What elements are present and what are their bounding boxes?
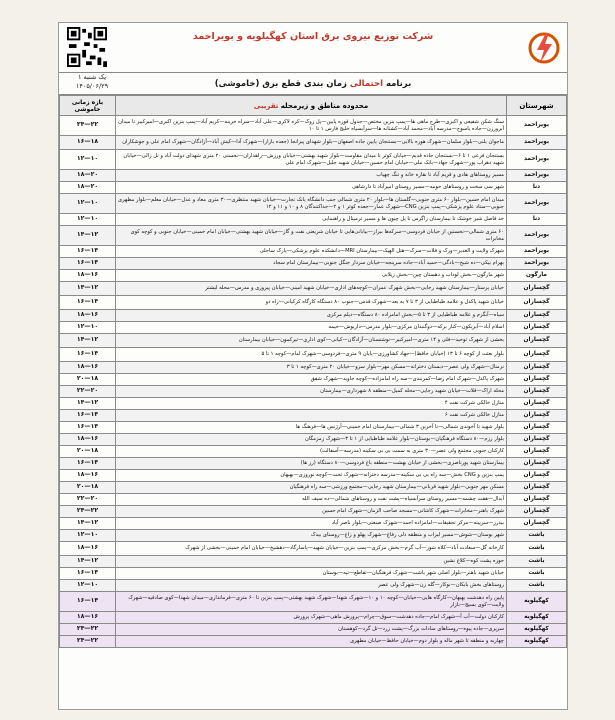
table-row <box>60 446 567 458</box>
table-row <box>60 592 567 612</box>
time-cell: ۱۴—۱۲ <box>60 398 116 410</box>
area-cell: بخشی از شهرک توحید—فلی و ۱۴ متری—امیرکبیر—نوشتستان—آزادگان—کیانی—کوی اداری—تیرکمون—خیابان بیمارستان <box>116 334 507 348</box>
time-cell: ۱۸—۲۰ <box>60 170 116 182</box>
time-cell: ۱۸—۱۶ <box>60 362 116 374</box>
document-header <box>59 23 567 73</box>
city-cell: گچساران <box>507 322 567 334</box>
table-row <box>60 334 567 348</box>
time-cell: ۲۲—۲۰ <box>60 494 116 506</box>
time-cell: ۱۲—۱۰ <box>60 530 116 542</box>
date-box <box>65 73 119 91</box>
time-cell: ۱۶—۱۴ <box>60 458 116 470</box>
area-cell: سنگ شکن شفیعی و اکبری—طرح ماهی ها—پمپ بنزین مختص—جدول قوره پایین—پل زوک—کره لاکری—علی آباد—سراه خرینه—کریم آباد—پمپ بنزین اکبری—امیرکبیر تا میدان آبرورزن—جاده یاسوج—مدرسه آباد—محمد آباد—کشتانه ها—سرآبسیاه خلیج فارس ۱ تا ۱۰ <box>116 116 507 136</box>
city-cell: گچساران <box>507 434 567 446</box>
city-cell: گچساران <box>507 458 567 470</box>
weekday-label: یک شنبه ۱ <box>77 73 107 81</box>
area-cell: ۶۰ متری شمالی—نخستین از خیابان فردوسی—سرکه‌ها بیراز—بیابانی‌هایی تا خیابان شریعتی نفت و گاز—خیابان شهید بهشتی—خیابان امام خمینی—خیابان جنوبی و کوچه کوی مخابرات <box>116 226 507 246</box>
area-cell: مسیر روستاهای هادی و قریم آباد تا نقاره خانه و تنگ چهیاب <box>116 170 507 182</box>
table-row <box>60 270 567 282</box>
header-area-highlight: تقریبی <box>253 101 279 110</box>
title-highlight: احتمالی <box>349 79 384 89</box>
city-cell: گچساران <box>507 446 567 458</box>
city-cell: بویراحمد <box>507 170 567 182</box>
table-row <box>60 214 567 226</box>
time-cell: ۱۲—۱۰ <box>60 214 116 226</box>
area-cell: منازل خالکی شرکت نفت ۴ <box>116 398 507 410</box>
title-post: زمان بندی قطع برق (خاموشی) <box>214 79 350 89</box>
time-cell: ۱۶—۱۴ <box>60 410 116 422</box>
city-cell: گچساران <box>507 386 567 398</box>
city-cell: باشت <box>507 580 567 592</box>
city-cell: گچساران <box>507 334 567 348</box>
time-cell: ۲۴—۲۲ <box>60 624 116 636</box>
time-cell: ۲۰—۱۸ <box>60 446 116 458</box>
table-row <box>60 542 567 556</box>
city-cell: گچساران <box>507 410 567 422</box>
table-row <box>60 556 567 568</box>
time-cell: ۱۲—۱۰ <box>60 194 116 214</box>
time-cell: ۱۸—۲۰ <box>60 182 116 194</box>
qr-code-icon <box>67 27 107 67</box>
table-row <box>60 530 567 542</box>
area-cell: کارکنان دولت—آب آ—شهرک امام—جاده دهدشت—سوق—چرام—پرورش ماهی—شهرک پرورش <box>116 612 507 624</box>
time-cell: ۱۸—۱۶ <box>60 542 116 556</box>
city-cell: گچساران <box>507 470 567 482</box>
city-cell: گچساران <box>507 398 567 410</box>
area-cell: شهرک ولایت و الغدیر—ورک و فلات—سرک—هتل الهیک—بیمارستان MRI—دانشکده علوم پزشکی—پارک ساحلی <box>116 246 507 258</box>
area-cell: خیابان شهید پاکدل و علامه طباطبایی از ۳ تا ۷ به بعد—شهرک قدس—جنوب ۸۰ دستگاه کارگاه کرکیانی—راه دو <box>116 296 507 310</box>
time-cell: ۱۶—۱۴ <box>60 422 116 434</box>
city-cell: باشت <box>507 530 567 542</box>
time-cell: ۱۶—۱۴ <box>60 592 116 612</box>
city-cell: دنا <box>507 214 567 226</box>
city-cell: کهگیلویه <box>507 624 567 636</box>
area-cell: محله اراک—قلات—خیابان شهید رجایی—محله کمیل—منطقه ۸ شهرداری—بیمارستان <box>116 386 507 398</box>
time-cell: ۱۴—۱۲ <box>60 518 116 530</box>
time-cell: ۱۸—۱۶ <box>60 310 116 322</box>
table-row <box>60 398 567 410</box>
table-row <box>60 116 567 136</box>
time-cell: ۱۴—۱۲ <box>60 282 116 296</box>
table-row <box>60 470 567 482</box>
table-row <box>60 362 567 374</box>
time-cell: ۱۶—۱۴ <box>60 348 116 362</box>
city-cell: گچساران <box>507 310 567 322</box>
area-cell: روستاهای بخش بابکان—نوکار—گله زن—شهرک ولی عصر <box>116 580 507 592</box>
time-cell: ۱۴—۱۲ <box>60 226 116 246</box>
time-cell: ۲۴—۲۲ <box>60 116 116 136</box>
time-cell: ۱۸—۱۶ <box>60 612 116 624</box>
table-row <box>60 374 567 386</box>
area-cell: سرپری—جاده پیوه—روستاهای سادات بزرگ—پشت زرد—تل گرد—کوهستان <box>116 624 507 636</box>
time-cell: ۱۸—۱۶ <box>60 434 116 446</box>
company-name: شرکت توزیع نیروی برق استان کهگیلویه و بویراحمد <box>192 31 434 42</box>
area-cell: بلوار بعثت از کوچه ۶ تا ۱۳ (خیابان حافظ)—جهاد کشاورزی—پایان ۹ متری—فردوسی—شهرک امام—کوچه ۱ تا ۵ <box>116 348 507 362</box>
city-cell: بویراحمد <box>507 246 567 258</box>
area-cell: شهر بوستان—شوش—مسیر لیراب و منطقه دلی رفاغ—شهرک پهلو و زاغ—روستای بیدک <box>116 530 507 542</box>
city-cell: باشت <box>507 542 567 556</box>
time-cell: ۲۲—۲۰ <box>60 386 116 398</box>
city-cell: گچساران <box>507 296 567 310</box>
time-cell: ۱۶—۱۴ <box>60 246 116 258</box>
city-cell: گچساران <box>507 494 567 506</box>
header-area-pre: محدوده مناطق و زیرمحله <box>278 101 369 110</box>
time-cell: ۲۴—۲۲ <box>60 636 116 648</box>
area-cell: پایین راه دهدشت بهبهان—کارگاه هایی—خیابان—کوچه ۱۰ و ۱۰—شهرک شهدا—شهرک شهید بهشتی—پمپ بنزین تا ۶۰ متری—فرمانداری—میدان شهدا—کوی صادقیه—شهرک ولایت—کوی بسیج—بازار <box>116 592 507 612</box>
table-row <box>60 296 567 310</box>
time-cell: ۱۶—۱۴ <box>60 296 116 310</box>
area-cell: بلوار شهید تا آخوندی شمالی—تا آخرین ۳ شمالی—بیمارستان امام خمینی—آرژنس ها—فرهنگ ها <box>116 422 507 434</box>
table-row <box>60 482 567 494</box>
city-cell: گچساران <box>507 374 567 386</box>
city-cell: بویراحمد <box>507 150 567 170</box>
area-cell: مسکن مهر جنوبی—بلوار شهید قربانی—بیمارستان شهید رجایی—مجتمع ورزشی—سه راه فرهنگیان <box>116 482 507 494</box>
area-cell: بهرام بیکی—ده شیخ—بادگی—حمید آباد—جاده سرپنجه—خیابان سردار جنگل جنوبی—بیمارستان امام سجاد <box>116 258 507 270</box>
time-cell: ۱۶—۱۸ <box>60 136 116 150</box>
table-row <box>60 568 567 580</box>
area-cell: حد فاصل شیر خوشک تا بیمارستان زاگرس تا پل چیون ها و مسیر ترمینال و راهنمایی <box>116 214 507 226</box>
area-cell: چهاربه و منطقه تا شهر ماله و بلوار دوم—خیابان حافظ—خیابان مطهری <box>116 636 507 648</box>
area-cell: شهر سی سخت و روستاهای حومه—مسیر روستای امیرآباد تا دارشاهی <box>116 182 507 194</box>
table-row <box>60 506 567 518</box>
header-city: شهرستان <box>507 96 567 116</box>
city-cell: بویراحمد <box>507 258 567 270</box>
area-cell: شهر مارگون—بخش لوداب و دهستان چین—بخش زیلایی <box>116 270 507 282</box>
time-cell: ۱۲—۱۰ <box>60 322 116 334</box>
table-row <box>60 518 567 530</box>
header-time: بازه زمانی خاموشی <box>60 96 116 116</box>
area-cell: پمپ بنزین و CNG بخش—سه راه بی بی سکینه—مدرسه دخترانه—شهرک تخت—کوچه نوروزی—بهبهان <box>116 470 507 482</box>
time-cell: ۱۴—۱۲ <box>60 556 116 568</box>
time-cell: ۱۶—۱۴ <box>60 568 116 580</box>
area-cell: منازل خالکی شرکت نفت ۶ <box>116 410 507 422</box>
time-cell: ۱۴—۱۲ <box>60 334 116 348</box>
city-cell: بویراحمد <box>507 136 567 150</box>
table-row <box>60 422 567 434</box>
city-cell: باشت <box>507 556 567 568</box>
table-row <box>60 170 567 182</box>
city-cell: مارگون <box>507 270 567 282</box>
table-row <box>60 636 567 648</box>
time-cell: ۱۶—۱۴ <box>60 258 116 270</box>
area-cell: نرمنال—شهرک ولی عصر—دبستان دخترانه—مسکن مهر—بلوار سرو—خیابان ۲۰ متری—کوچه ۱ تا ۳ <box>116 362 507 374</box>
table-row <box>60 494 567 506</box>
city-cell: بویراحمد <box>507 194 567 214</box>
area-cell: بیدرز—سرپینه—مرکز تحقیقات—امامزاده احمد—شهرک صنعتی—بلوار ناصر آباد <box>116 518 507 530</box>
table-row <box>60 624 567 636</box>
city-cell: گچساران <box>507 348 567 362</box>
table-row <box>60 386 567 398</box>
table-row <box>60 258 567 270</box>
area-cell: میدان امام حسین—بلوار ۶۰ متری جنوبی—گلستان ها—بلوار ۲۰ متری شمالی جنب دانشگاه بانک تجارت—خیابان شهید منتظری—۳۰ متری معاد و عدل—خیابان معلم—بلوار مطهری جنوبی—ستاد علوم پزشکی—پمپ بنزین CNG—شهرک عمار—جعده کوثر ۱ و ۲—جداکنندگان ۸ و ۱۰ و ۱۱ و ۱۲ <box>116 194 507 214</box>
table-row <box>60 282 567 296</box>
area-cell: بستنجان فرعی ۱ تا ۶—بستنجان جاده قدیم—خیابان کوثر تا میدان مقاومت—بلوار شهید بهشتی—خیابان ورزش—راهداران—نخستی ۲۰ متری شهدای دولت آباد و تل زالی—خیابان شهید دهراب پور—شهرک جهاد—بانک ملی—خیابان امام حسین—خیابان شهید جلیل—شهرک امام علی <box>116 150 507 170</box>
title-pre: برنامه <box>383 79 412 89</box>
city-cell: بویراحمد <box>507 116 567 136</box>
table-row <box>60 322 567 334</box>
area-cell: شهرک پاکدل—شهرک امام رضا—کمربندی—سه راه امامزاده—کوچه جاوید—شهرک شفق <box>116 374 507 386</box>
table-row <box>60 612 567 624</box>
area-cell: خیابان پرستار—بیمارستان شهید رجایی—بخش شهرک عمران—کوچه‌های اداری—خیابان شهید امینی—خیابان پیروزی و مدرس—محله لیشتر <box>116 282 507 296</box>
area-cell: بلوار رزم—۸۰ دستگاه فرهنگیان—بوستان—بلوار علامه طباطبایی از ۱ تا ۳—شهرک زمزمگان <box>116 434 507 446</box>
area-cell: خیابان شهید باهنر—بلوار اصلی شهر باشت—شهرک فرهنگیان—تقاطع—تپه—بوستان <box>116 568 507 580</box>
area-cell: اسلام آباد—آبریکون—کنار برکه—دوگنبدان مرکزی—بلوار مدرس—داریوش—خیمه <box>116 322 507 334</box>
table-row <box>60 246 567 258</box>
city-cell: کهگیلویه <box>507 612 567 624</box>
table-row <box>60 310 567 322</box>
city-cell: کهگیلویه <box>507 592 567 612</box>
city-cell: گچساران <box>507 422 567 434</box>
city-cell: کهگیلویه <box>507 636 567 648</box>
table-row <box>60 194 567 214</box>
time-cell: ۲۴—۲۲ <box>60 506 116 518</box>
table-row <box>60 458 567 470</box>
city-cell: گچساران <box>507 482 567 494</box>
city-cell: بویراحمد <box>507 226 567 246</box>
area-cell: سیاه—آبگرم و علامه طباطبایی از ۳ تا ۵—بخش امامزاده ۸۰ دستگاه—دیلم مرکزی <box>116 310 507 322</box>
area-cell: حوزه پشت کوه—کلاغ نشین <box>116 556 507 568</box>
table-header-row <box>60 96 567 116</box>
city-cell: گچساران <box>507 506 567 518</box>
city-cell: گچساران <box>507 282 567 296</box>
city-cell: باشت <box>507 568 567 580</box>
table-row <box>60 136 567 150</box>
time-cell: ۲۰—۱۸ <box>60 374 116 386</box>
table-row <box>60 410 567 422</box>
area-cell: بیمارستان شهید پورناصری—بخشی از خیابان بهشت—منطقه باغ فردوسی—۸۰ دستگاه (رز ها) <box>116 458 507 470</box>
area-cell: کارکنان جنوبی مجتمع ولی عصر—۳۰ متری به سمت بی بی سکینه (مدرسه—آسفالت) <box>116 446 507 458</box>
area-cell: کارخانه گل—سعادت آباد—کلاه شور—آب گرم—بخش مرکزی—پمپ بنزین—خیابان شهید—پاسارگاد—دهشیخ—خیابان امام خمینی—بخشی از شهرک <box>116 542 507 556</box>
table-row <box>60 182 567 194</box>
document-sheet <box>58 22 568 710</box>
area-cell: ماجوان بلنی—بلوار سلمان—شهرک هوره بالایی—بستنجان پایین جاده اصفهان—بلوار شهدای پیرانجا (جعده بازار)—شهرک آدا—کیش آباد—آزادگان—شهرک امام علی و جوشکاران <box>116 136 507 150</box>
table-row <box>60 226 567 246</box>
time-cell: ۲۰—۱۸ <box>60 482 116 494</box>
city-cell: گچساران <box>507 362 567 374</box>
area-cell: شهرک باهنر—مخابرات—شهرک کاشانی—مسجد صاحب الزمان—شهرک امام حسین <box>116 506 507 518</box>
area-cell: آبدال—هفت چشمه—مسیر روستای سرآبسیاه—پشت نفت و روستاهای شمالی—ده سیف الله <box>116 494 507 506</box>
date-label: ۱۴۰۵/۰۶/۲۹ <box>75 82 109 90</box>
table-row <box>60 580 567 592</box>
table-row <box>60 434 567 446</box>
city-cell: دنا <box>507 182 567 194</box>
schedule-title <box>59 73 567 95</box>
time-cell: ۱۸—۱۶ <box>60 270 116 282</box>
header-area <box>116 96 507 116</box>
table-row <box>60 348 567 362</box>
time-cell: ۱۸—۱۶ <box>60 470 116 482</box>
time-cell: ۱۲—۱۰ <box>60 150 116 170</box>
time-cell: ۱۲—۱۰ <box>60 580 116 592</box>
outage-schedule-table <box>59 95 567 648</box>
city-cell: گچساران <box>507 518 567 530</box>
table-row <box>60 150 567 170</box>
